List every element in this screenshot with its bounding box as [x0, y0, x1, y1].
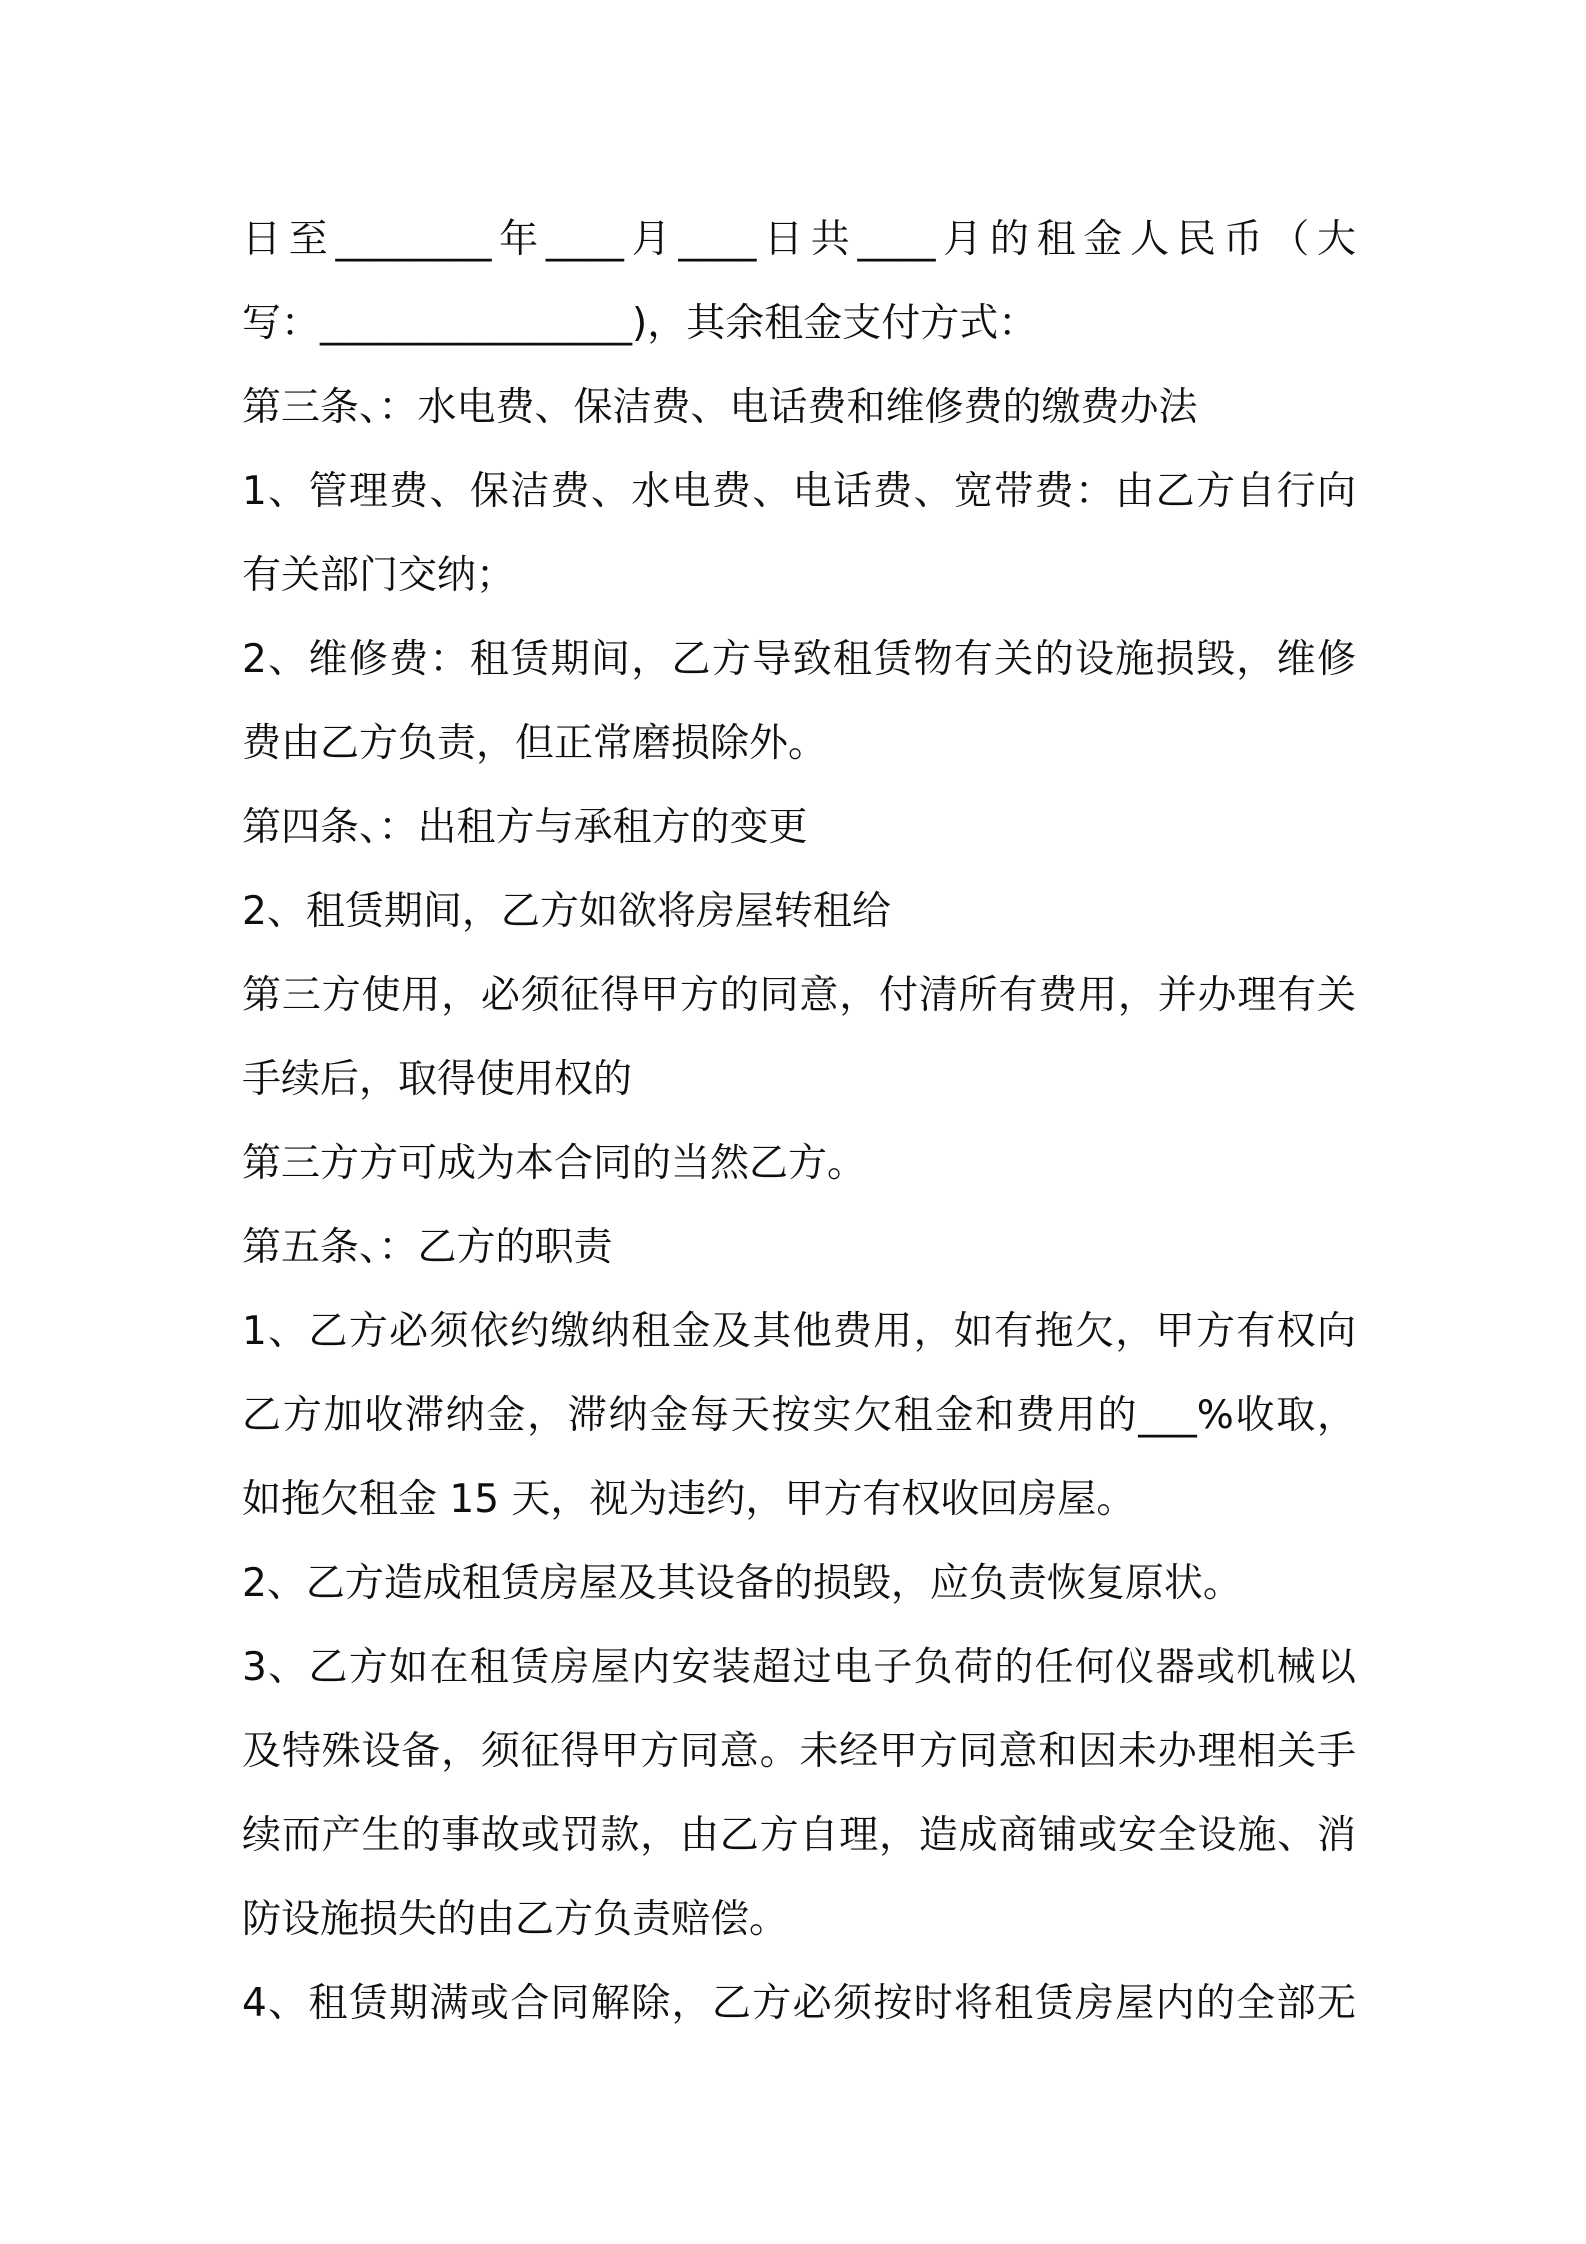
section-heading-3: 第三条、：水电费、保洁费、电话费和维修费的缴费办法: [242, 385, 1198, 430]
text-line-21: 防设施损失的由乙方负责赔偿。: [242, 1897, 789, 1942]
text-line-11: 手续后，取得使用权的: [242, 1057, 633, 1102]
text-line-22: 4、租赁期满或合同解除，乙方必须按时将租赁房屋内的全部无: [242, 1981, 1356, 2026]
text-line-17: 2、乙方造成租赁房屋及其设备的损毁，应负责恢复原状。: [242, 1561, 1242, 1606]
text-line-4: 1、管理费、保洁费、水电费、电话费、宽带费：由乙方自行向: [242, 469, 1356, 514]
text-line-10: 第三方使用，必须征得甲方的同意，付清所有费用，并办理有关: [242, 973, 1356, 1018]
section-heading-5: 第五条、：乙方的职责: [242, 1225, 613, 1270]
text-line-20: 续而产生的事故或罚款，由乙方自理，造成商铺或安全设施、消: [242, 1813, 1356, 1858]
text-line-15: 乙方加收滞纳金，滞纳金每天按实欠租金和费用的___%收取，: [242, 1393, 1356, 1438]
text-line-5: 有关部门交纳；: [242, 553, 516, 598]
text-line-14: 1、乙方必须依约缴纳租金及其他费用，如有拖欠，甲方有权向: [242, 1309, 1356, 1354]
text-line-12: 第三方方可成为本合同的当然乙方。: [242, 1141, 867, 1186]
section-heading-4: 第四条、：出租方与承租方的变更: [242, 805, 808, 850]
text-line-18: 3、乙方如在租赁房屋内安装超过电子负荷的任何仪器或机械以: [242, 1645, 1356, 1690]
document-body: [242, 198, 1356, 2046]
text-line-19: 及特殊设备，须征得甲方同意。未经甲方同意和因未办理相关手: [242, 1729, 1356, 1774]
text-line-1: 日至________年____月____日共____月的租金人民币（大: [242, 217, 1356, 262]
text-line-16: 如拖欠租金 15 天，视为违约，甲方有权收回房屋。: [242, 1477, 1136, 1522]
text-line-6: 2、维修费：租赁期间，乙方导致租赁物有关的设施损毁，维修: [242, 637, 1356, 682]
text-line-7: 费由乙方负责，但正常磨损除外。: [242, 721, 828, 766]
text-line-9: 2、租赁期间，乙方如欲将房屋转租给: [242, 889, 891, 934]
text-line-2: 写：________________)，其余租金支付方式：: [242, 301, 1038, 346]
